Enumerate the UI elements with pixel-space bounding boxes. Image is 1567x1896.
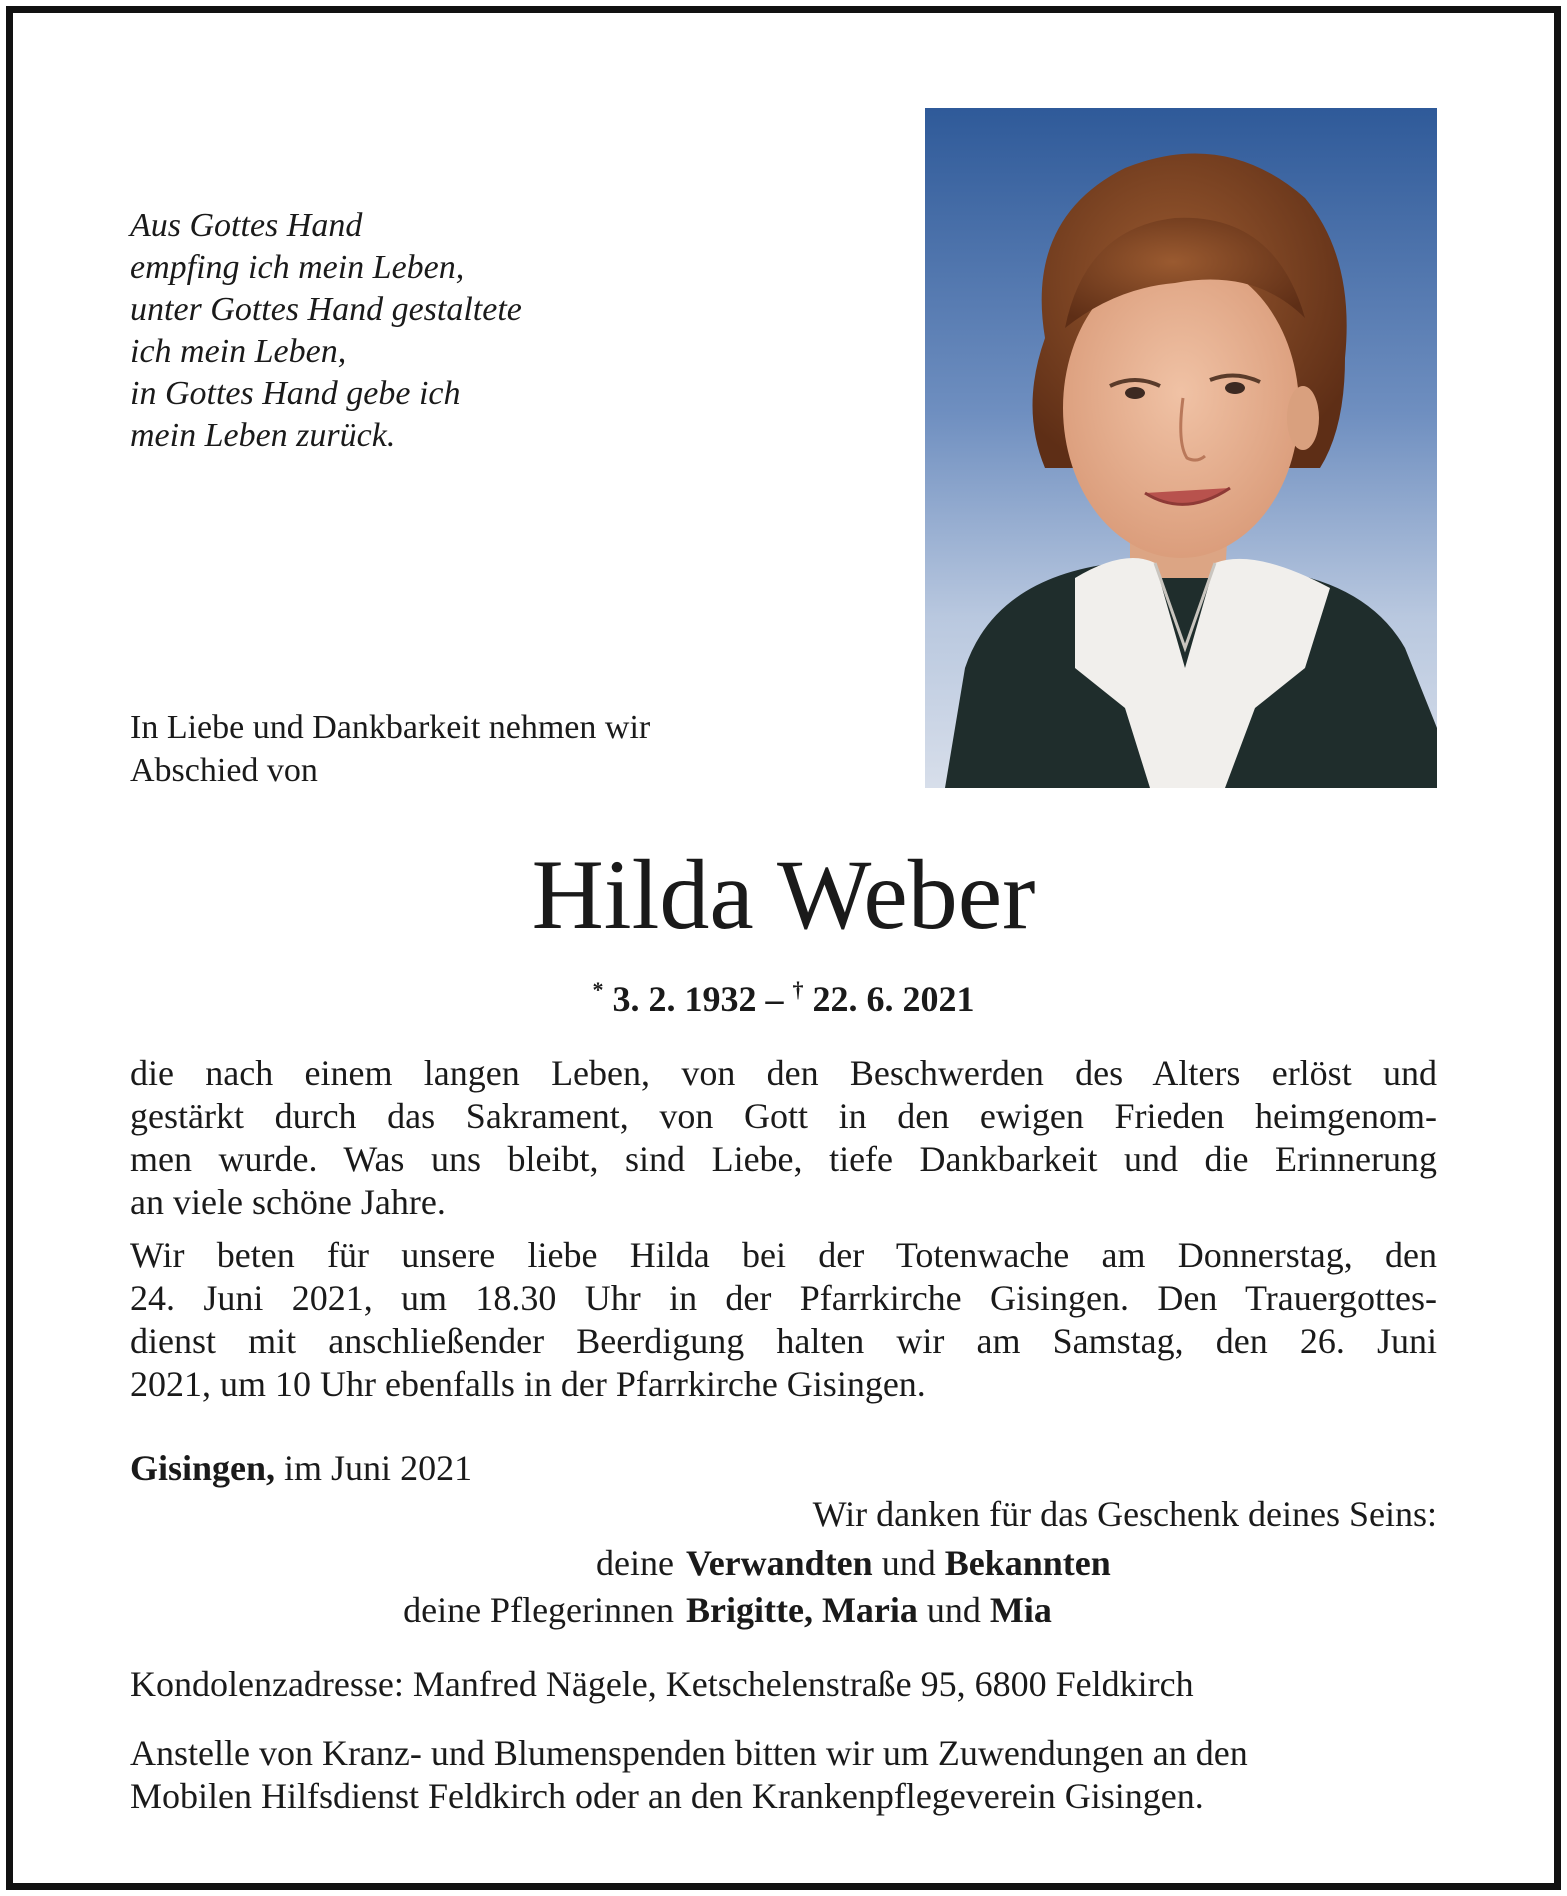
poem-line: in Gottes Hand gebe ich [130, 375, 461, 412]
donation-line: Anstelle von Kranz- und Blumenspenden bitten wir um Zuwendungen an den [130, 1733, 1248, 1773]
thanks-line: Wir danken für das Geschenk deines Seins: [812, 1494, 1437, 1534]
poem-line: empfing ich mein Leben, [130, 249, 465, 286]
poem-line: Aus Gottes Hand [130, 207, 363, 244]
mourner-name: Brigitte, Maria [686, 1590, 918, 1630]
poem-line: ich mein Leben, [130, 333, 347, 370]
body-line: men wurde. Was uns bleibt, sind Liebe, tiefe Dankbarkeit und die Erinnerung [130, 1139, 1437, 1179]
mourners-names [686, 1587, 1052, 1634]
death-symbol: † [792, 977, 804, 1002]
body-line: dienst mit anschließender Beerdigung halten wir am Samstag, den 26. Juni [130, 1321, 1437, 1361]
donation-note [130, 1732, 1400, 1818]
poem-line: unter Gottes Hand gestaltete [130, 291, 522, 328]
body-line: Wir beten für unsere liebe Hilda bei der Totenwache am Donnerstag, den [130, 1235, 1437, 1275]
paragraph-services [130, 1234, 1437, 1406]
place-and-date [130, 1446, 472, 1490]
poem-line: mein Leben zurück. [130, 417, 396, 454]
mourners-row [0, 1540, 1567, 1587]
mourner-conjunction: und [917, 1590, 990, 1630]
obituary-body [130, 1052, 1437, 1416]
portrait-illustration [925, 108, 1437, 788]
life-dates [0, 968, 1567, 1021]
mourners-names [686, 1540, 1111, 1587]
mourner-name: Mia [989, 1590, 1052, 1630]
mourners [0, 1540, 1567, 1634]
body-line: gestärkt durch das Sakrament, von Gott in den ewigen Frieden heimgenom- [130, 1096, 1437, 1136]
birth-date: 3. 2. 1932 [612, 979, 757, 1019]
body-line: die nach einem langen Leben, von den Beschwerden des Alters erlöst und [130, 1053, 1437, 1093]
portrait-photo [925, 108, 1437, 788]
date-separator: – [765, 979, 784, 1019]
condolence-address: Kondolenzadresse: Manfred Nägele, Ketschelenstraße 95, 6800 Feldkirch [130, 1664, 1194, 1704]
mourner-conjunction: und [872, 1543, 945, 1583]
place-date: im Juni 2021 [275, 1448, 473, 1488]
mourners-prefix: deine Pflegerinnen [403, 1590, 674, 1630]
body-line: an viele schöne Jahre. [130, 1182, 446, 1222]
intro-line: In Liebe und Dankbarkeit nehmen wir [130, 709, 651, 746]
body-line: 24. Juni 2021, um 18.30 Uhr in der Pfarrkirche Gisingen. Den Trauergottes- [130, 1278, 1437, 1318]
death-date: 22. 6. 2021 [812, 979, 975, 1019]
body-line: 2021, um 10 Uhr ebenfalls in der Pfarrkirche Gisingen. [130, 1364, 926, 1404]
mourners-row [0, 1587, 1567, 1634]
place-city: Gisingen, [130, 1448, 276, 1488]
paragraph-farewell [130, 1052, 1437, 1224]
intro-line: Abschied von [130, 752, 318, 789]
mourner-name: Verwandten [686, 1543, 873, 1583]
poem [130, 205, 522, 457]
deceased-name: Hilda Weber [531, 839, 1036, 950]
mourners-prefix: deine [596, 1543, 674, 1583]
mourner-name: Bekannten [944, 1543, 1111, 1583]
donation-line: Mobilen Hilfsdienst Feldkirch oder an den Krankenpflegeverein Gisingen. [130, 1776, 1204, 1816]
birth-symbol: * [592, 977, 604, 1002]
intro-text [130, 706, 650, 792]
